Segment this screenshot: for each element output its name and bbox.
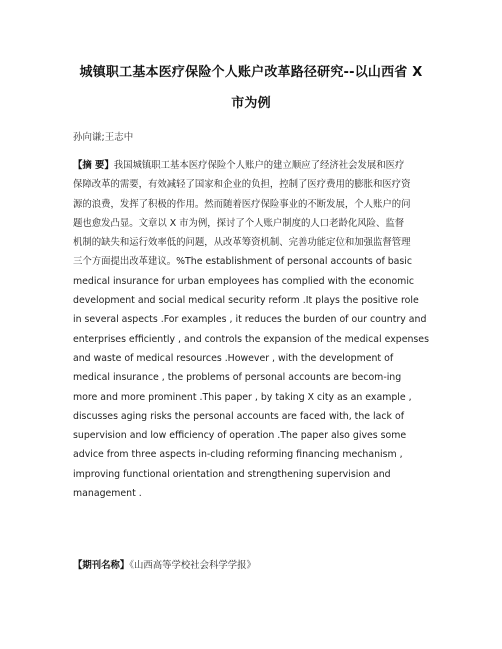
abstract-line: 保障改革的需要，有效减轻了国家和企业的负担，控制了医疗费用的膨胀和医疗资: [73, 179, 411, 191]
abstract-line: medical insurance , the problems of personal accounts are becom-ing: [73, 372, 402, 384]
abstract-line: discusses aging risks the personal accounts are faced with, the lack of: [73, 410, 404, 422]
abstract-line: enterprises efficiently , and controls the expansion of the medical expenses: [73, 333, 429, 345]
abstract-line: improving functional orientation and strengthening supervision and: [73, 468, 391, 480]
abstract-text: 我国城镇职工基本医疗保险个人账户的建立顺应了经济社会发展和医疗: [113, 160, 405, 171]
abstract-line: 机制的缺失和运行效率低的问题，从改革筹资机制、完善功能定位和加强监督管理: [73, 237, 411, 249]
journal-name: 《山西高等学校社会科学学报》: [129, 560, 256, 571]
abstract-label: 【摘 要】: [73, 160, 114, 171]
paper-authors: 孙向谦;王志中: [73, 132, 134, 143]
abstract-line: and waste of medical resources .However , with the development of: [73, 352, 394, 364]
abstract-line: advice from three aspects in-cluding reforming financing mechanism ,: [73, 449, 403, 461]
abstract-line: 题也愈发凸显。文章以 X 市为例，探讨了个人账户制度的人口老龄化风险、监督: [73, 217, 405, 229]
abstract-line: 三个方面提出改革建议。%The establishment of personal accounts of basic: [73, 256, 413, 268]
paper-title-line-1: 城镇职工基本医疗保险个人账户改革路径研究--以山西省 X: [79, 65, 423, 80]
journal-info: [73, 557, 256, 571]
abstract-line: in several aspects .For examples , it reduces the burden of our country and: [73, 314, 427, 326]
abstract-line: management .: [73, 488, 142, 500]
abstract-line: 源的浪费，发挥了积极的作用。然而随着医疗保险事业的不断发展，个人账户的问: [73, 198, 411, 210]
abstract-line: development and social medical security reform .It plays the positive role: [73, 295, 419, 307]
journal-label: 【期刊名称】: [73, 560, 130, 571]
abstract-line: supervision and low efficiency of operation .The paper also gives some: [73, 430, 407, 442]
paper-title-line-2: 市为例: [231, 96, 271, 111]
abstract-line: more and more prominent .This paper , by taking X city as an example ,: [73, 391, 412, 403]
abstract-block: [73, 156, 443, 503]
abstract-line: medical insurance for urban employees has complied with the economic: [73, 275, 415, 287]
abstract-line: [73, 156, 443, 175]
